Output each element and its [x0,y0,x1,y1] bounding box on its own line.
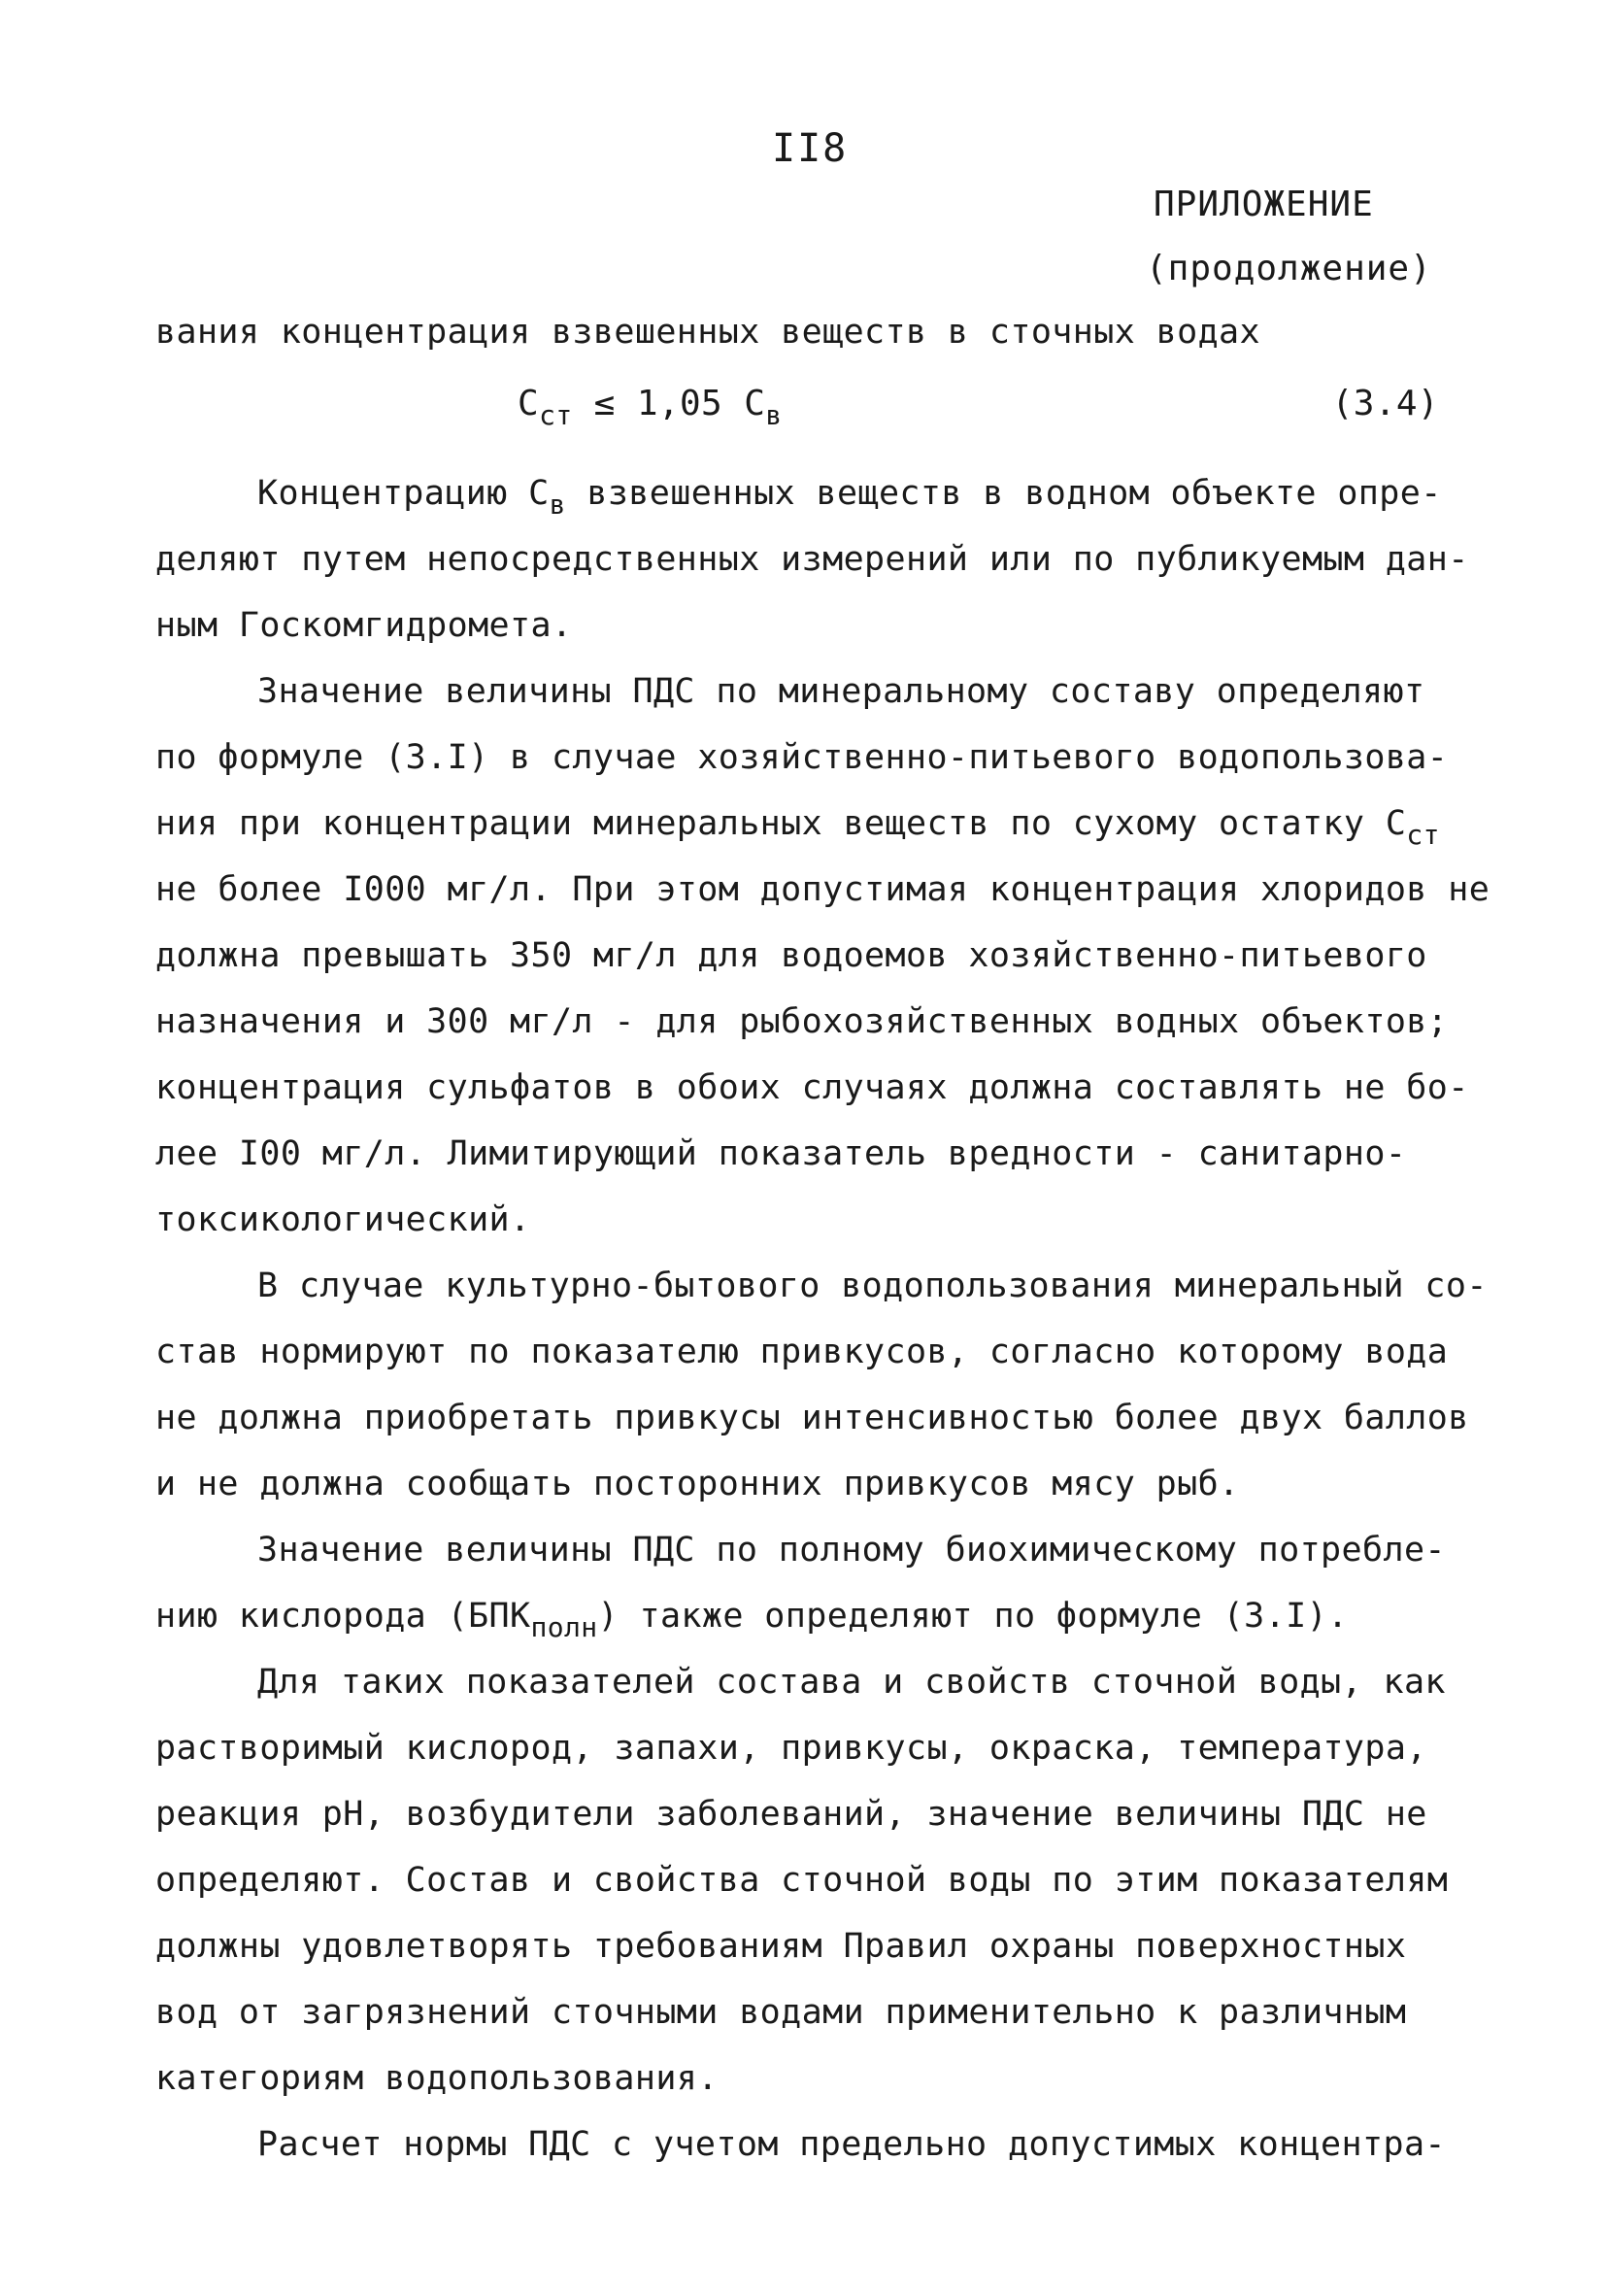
formula-rhs-subscript: в [765,399,783,431]
paragraph-line: и не должна сообщать посторонних привкусов мясу рыб. [155,1465,1240,1503]
formula-operator: ≤ [593,384,616,423]
paragraph-line: определяют. Состав и свойства сточной воды по этим показателям [155,1861,1449,1900]
paragraph-line: Значение величины ПДС по полному биохимическому потребле- [257,1531,1446,1570]
paragraph-line [155,1583,1456,1649]
appendix-title: ПРИЛОЖЕНИЕ [1154,185,1374,224]
paragraph-line: назначения и 300 мг/л - для рыбохозяйственных водных объектов; [155,1002,1449,1041]
formula-coefficient: 1,05 C [636,384,766,423]
text-span: Концентрацию C [257,474,550,513]
paragraph-line: растворимый кислород, запахи, привкусы, окраска, температура, [155,1729,1427,1768]
paragraph-line: лее I00 мг/л. Лимитирующий показатель вредности - санитарно- [155,1134,1407,1173]
paragraph-line: не более I000 мг/л. При этом допустимая концентрация хлоридов не [155,870,1490,909]
paragraph-line: Значение величины ПДС по минеральному составу определяют [257,672,1425,711]
appendix-header [1146,173,1432,301]
paragraph-line: став нормируют по показателю привкусов, согласно которому вода [155,1333,1449,1371]
paragraph-line: реакция pH, возбудители заболеваний, значение величины ПДС не [155,1795,1427,1834]
subscript: ст [1406,819,1440,851]
text-span: ) также определяют по формуле (3.I). [597,1597,1349,1636]
paragraph-line: по формуле (3.I) в случае хозяйственно-питьевого водопользова- [155,738,1449,777]
body-text [155,299,1490,2178]
paragraph-line: ным Госкомгидромета. [155,606,573,645]
paragraph-line: концентрация сульфатов в обоих случаях должна составлять не бо- [155,1068,1469,1107]
paragraph-line [155,460,1456,526]
formula-lhs-subscript: ст [539,399,573,431]
paragraph-line: должны удовлетворять требованиям Правил охраны поверхностных [155,1927,1407,1966]
paragraph-line: категориям водопользования. [155,2059,719,2098]
paragraph-line: должна превышать 350 мг/л для водоемов хозяйственно-питьевого [155,936,1427,975]
formula-lhs: C [518,384,540,423]
paragraph-line [155,791,1456,857]
paragraph-line: деляют путем непосредственных измерений или по публикуемым дан- [155,540,1469,579]
text-line: вания концентрация взвешенных веществ в сточных водах [155,313,1261,352]
subscript: в [549,489,566,521]
formula [518,371,783,437]
paragraph-line: не должна приобретать привкусы интенсивностью более двух баллов [155,1399,1469,1437]
paragraph-line: Для таких показателей состава и свойств сточной воды, как [257,1663,1446,1702]
paragraph-line: В случае культурно-бытового водопользования минеральный со- [257,1266,1488,1305]
text-span: нию кислорода (БПК [155,1597,531,1636]
formula-row [155,365,1456,447]
page-number: II8 [772,126,849,171]
subscript: полн [530,1611,598,1643]
text-span: ния при концентрации минеральных веществ по сухому остатку C [155,804,1407,843]
text-span: взвешенных веществ в водном объекте опре- [565,474,1442,513]
formula-number: (3.4) [1331,384,1439,423]
paragraph-line: вод от загрязнений сточными водами применительно к различным [155,1993,1407,2032]
paragraph-line: токсикологический. [155,1200,531,1239]
paragraph-line: Расчет нормы ПДС с учетом предельно допустимых концентра- [257,2125,1446,2164]
appendix-subtitle: (продолжение) [1146,249,1432,288]
